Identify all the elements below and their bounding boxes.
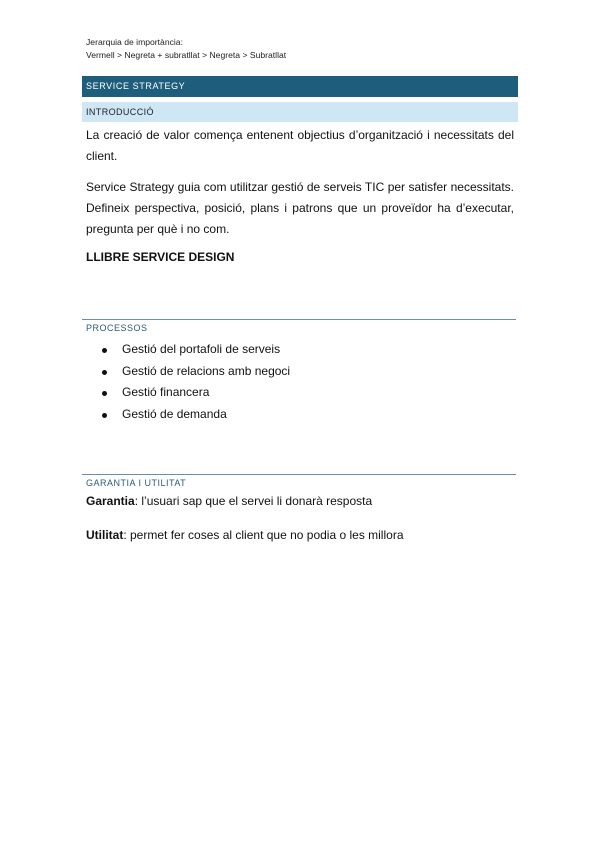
garantia-section-label: GARANTIA I UTILITAT (86, 478, 187, 488)
section-title-processos (82, 319, 516, 334)
utilitat-term: Utilitat (86, 528, 124, 542)
section-title-introduccio: INTRODUCCIÓ (82, 102, 518, 122)
list-item-text: Gestió financera (122, 385, 210, 399)
garantia-term: Garantia (86, 494, 135, 508)
bullet-icon (102, 348, 107, 353)
hierarchy-order: Vermell > Negreta + subratllat > Negreta > Subratllat (86, 49, 287, 60)
bullet-icon (102, 370, 107, 375)
list-item-text: Gestió del portafoli de serveis (122, 342, 281, 356)
utilitat-definition (86, 528, 404, 542)
bullet-icon (102, 413, 107, 418)
processos-label: PROCESSOS (86, 323, 148, 333)
list-item (102, 339, 290, 361)
processos-list (102, 339, 290, 425)
utilitat-text: : permet fer coses al client que no podia o les millora (123, 528, 404, 542)
hierarchy-note (86, 36, 286, 61)
list-item-text: Gestió de relacions amb negoci (122, 363, 291, 378)
list-item (102, 404, 290, 426)
list-item-text: Gestió de demanda (122, 406, 227, 421)
garantia-text: : l’usuari sap que el servei li donarà resposta (134, 494, 373, 508)
list-item (102, 382, 290, 404)
intro-paragraph-1: La creació de valor comença entenent objectius d’organització i necessitats del client. (86, 128, 514, 163)
hierarchy-title: Jerarquia de importància: (86, 37, 183, 47)
section-title-garantia (82, 474, 516, 489)
list-item (102, 361, 290, 383)
subheading-service-design: LLIBRE SERVICE DESIGN (86, 250, 235, 264)
bullet-icon (102, 391, 107, 396)
section-title-service-strategy: SERVICE STRATEGY (82, 76, 518, 97)
garantia-definition (86, 494, 372, 508)
intro-paragraph-2: Service Strategy guia com utilitzar gestió de serveis TIC per satisfer necessitats. Defineix perspectiva, posició, plans i patrons que un proveïdor ha d’executar, pregunta per què i no com. (86, 180, 514, 236)
